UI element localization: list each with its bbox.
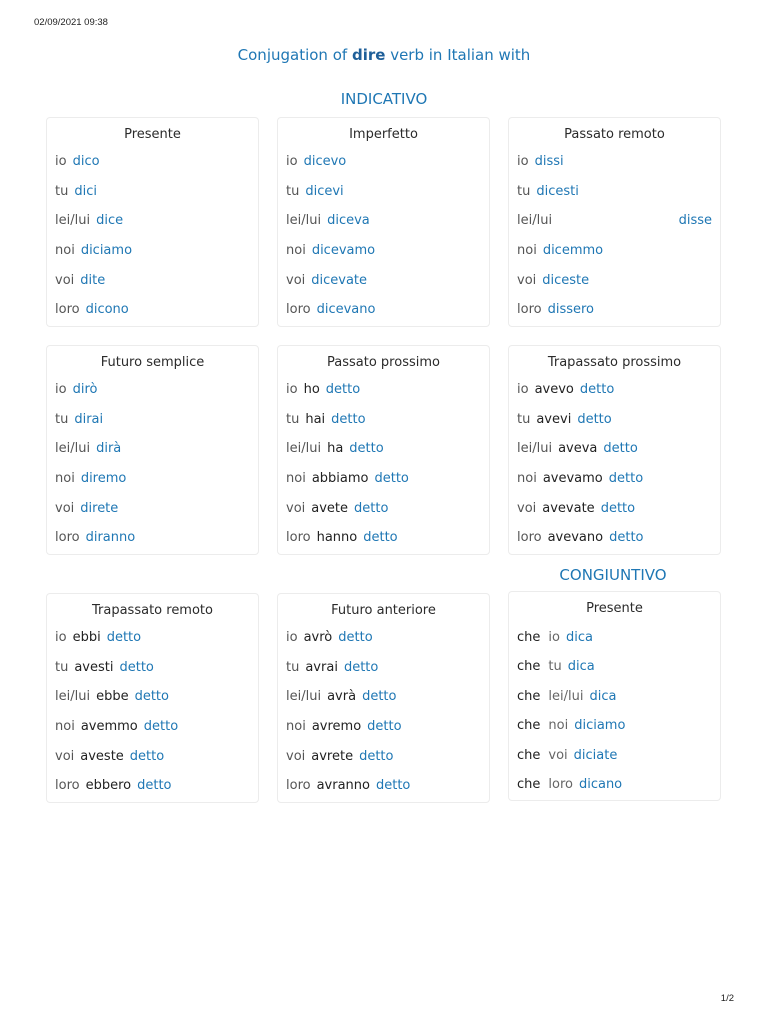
table-row — [517, 471, 712, 489]
auxiliary: avrai — [305, 660, 338, 675]
pronoun: tu — [286, 660, 300, 675]
verb-form[interactable]: dico — [72, 154, 100, 169]
table-row — [286, 441, 481, 459]
verb-form[interactable]: detto — [143, 719, 179, 734]
table-row — [286, 273, 481, 291]
pronoun: io — [286, 630, 298, 645]
pronoun: lei/lui — [286, 689, 322, 704]
table-row — [286, 213, 481, 231]
auxiliary: avranno — [316, 778, 370, 793]
auxiliary: avesti — [74, 660, 114, 675]
pronoun: voi — [548, 748, 568, 763]
table-row — [517, 530, 712, 548]
pronoun: loro — [55, 530, 80, 545]
verb-form[interactable]: dicesti — [536, 184, 579, 199]
pronoun: lei/lui — [548, 689, 584, 704]
table-row — [517, 302, 712, 320]
table-row — [286, 302, 481, 320]
pronoun: io — [286, 382, 298, 397]
pronoun: tu — [286, 184, 300, 199]
verb-form[interactable]: dice — [96, 213, 124, 228]
table-row — [55, 471, 250, 489]
verb-form[interactable]: detto — [343, 660, 379, 675]
pronoun: noi — [548, 718, 569, 733]
verb-form[interactable]: dica — [565, 630, 593, 645]
pronoun: lei/lui — [517, 441, 553, 456]
verb-form[interactable]: dissi — [534, 154, 564, 169]
verb-form[interactable]: detto — [374, 471, 409, 486]
verb-form[interactable]: dicono — [85, 302, 129, 317]
table-row — [286, 184, 481, 202]
table-row — [55, 630, 250, 648]
title-verb[interactable]: dire — [351, 46, 386, 64]
table-row — [517, 748, 712, 766]
table-title: Presente — [124, 127, 181, 142]
table-passato-prossimo — [277, 345, 490, 555]
che-particle: che — [517, 777, 541, 792]
verb-form[interactable]: dirò — [72, 382, 98, 397]
table-row — [286, 749, 481, 767]
pronoun: io — [517, 382, 529, 397]
pronoun: tu — [55, 184, 69, 199]
pronoun: loro — [286, 302, 311, 317]
pronoun: loro — [55, 778, 80, 793]
table-row — [286, 471, 481, 489]
table-row — [55, 213, 250, 231]
page-number: 1/2 — [720, 993, 734, 1004]
table-title: Futuro anteriore — [331, 603, 436, 618]
pronoun: loro — [286, 530, 311, 545]
verb-form[interactable]: detto — [375, 778, 411, 793]
auxiliary: avete — [311, 501, 349, 516]
table-trapassato-remoto — [46, 593, 259, 803]
table-title: Presente — [586, 601, 643, 616]
verb-form[interactable]: dica — [589, 689, 617, 704]
pronoun: noi — [286, 243, 306, 258]
pronoun: io — [548, 630, 560, 645]
pronoun: voi — [55, 749, 75, 764]
pronoun: io — [55, 630, 67, 645]
verb-form[interactable]: dicevi — [305, 184, 344, 199]
verb-form[interactable]: detto — [359, 749, 394, 764]
table-congiuntivo-presente — [508, 591, 721, 801]
auxiliary: ebbero — [85, 778, 132, 793]
pronoun: voi — [517, 501, 537, 516]
table-row — [55, 273, 250, 291]
pronoun: io — [55, 154, 67, 169]
table-imperfetto — [277, 117, 490, 327]
auxiliary: avevano — [547, 530, 604, 545]
table-passato-remoto — [508, 117, 721, 327]
verb-form[interactable]: dirai — [74, 412, 104, 427]
table-row — [55, 530, 250, 548]
pronoun: tu — [55, 660, 69, 675]
auxiliary: avremo — [311, 719, 362, 734]
table-futuro-anteriore — [277, 593, 490, 803]
table-row — [517, 630, 712, 648]
verb-form[interactable]: dicemmo — [542, 243, 604, 258]
table-row — [517, 243, 712, 261]
table-row — [55, 412, 250, 430]
che-particle: che — [517, 748, 541, 763]
section-heading-congiuntivo: CONGIUNTIVO — [559, 566, 667, 584]
table-row — [517, 441, 712, 459]
verb-form[interactable]: detto — [603, 441, 638, 456]
auxiliary: aveva — [558, 441, 598, 456]
pronoun: lei/lui — [286, 441, 322, 456]
verb-form[interactable]: detto — [367, 719, 402, 734]
table-title: Passato prossimo — [327, 355, 440, 370]
pronoun: lei/lui — [286, 213, 322, 228]
table-row — [286, 719, 481, 737]
table-row — [286, 412, 481, 430]
section-heading-indicativo: INDICATIVO — [340, 90, 428, 108]
table-row — [286, 243, 481, 261]
table-row — [517, 154, 712, 172]
pronoun: noi — [55, 719, 75, 734]
pronoun: lei/lui — [55, 689, 91, 704]
pronoun: loro — [286, 778, 311, 793]
auxiliary: aveste — [80, 749, 124, 764]
auxiliary: ebbe — [96, 689, 129, 704]
table-row — [286, 154, 481, 172]
auxiliary: avevamo — [542, 471, 603, 486]
verb-form[interactable]: dite — [80, 273, 106, 288]
table-row — [55, 302, 250, 320]
verb-form[interactable]: dicano — [578, 777, 623, 792]
auxiliary: avevate — [542, 501, 595, 516]
pronoun: io — [517, 154, 529, 169]
pronoun: voi — [286, 273, 306, 288]
pronoun: noi — [55, 243, 75, 258]
verb-form[interactable]: detto — [579, 382, 615, 397]
table-row — [55, 382, 250, 400]
pronoun: noi — [517, 243, 537, 258]
pronoun: tu — [517, 412, 531, 427]
verb-form[interactable]: detto — [134, 689, 169, 704]
pronoun: io — [55, 382, 67, 397]
pronoun: tu — [517, 184, 531, 199]
verb-form[interactable]: diciamo — [80, 243, 133, 258]
auxiliary: avevi — [536, 412, 572, 427]
verb-form[interactable]: diranno — [85, 530, 136, 545]
verb-form[interactable]: dicevano — [316, 302, 376, 317]
auxiliary: avrò — [303, 630, 333, 645]
verb-form[interactable]: dicevamo — [311, 243, 376, 258]
table-title: Futuro semplice — [100, 355, 205, 370]
verb-form[interactable]: dissero — [547, 302, 594, 317]
pronoun: voi — [286, 749, 306, 764]
table-row — [286, 660, 481, 678]
table-row — [517, 659, 712, 677]
table-row — [55, 778, 250, 796]
table-title: Trapassato prossimo — [547, 355, 682, 370]
table-row — [286, 778, 481, 796]
table-row — [517, 689, 712, 707]
verb-form[interactable]: detto — [609, 530, 644, 545]
pronoun: lei/lui — [55, 213, 91, 228]
auxiliary: hanno — [316, 530, 358, 545]
verb-form[interactable]: dica — [567, 659, 595, 674]
verb-form[interactable]: dici — [74, 184, 97, 199]
verb-form[interactable]: detto — [362, 689, 397, 704]
table-row — [517, 501, 712, 519]
table-trapassato-prossimo — [508, 345, 721, 555]
table-row — [55, 689, 250, 707]
table-futuro-semplice — [46, 345, 259, 555]
table-row — [55, 184, 250, 202]
pronoun: tu — [55, 412, 69, 427]
verb-form[interactable]: detto — [354, 501, 389, 516]
table-row — [286, 501, 481, 519]
table-presente — [46, 117, 259, 327]
verb-form[interactable]: dicevate — [311, 273, 368, 288]
pronoun: noi — [517, 471, 537, 486]
pronoun: voi — [55, 273, 75, 288]
pronoun: tu — [548, 659, 562, 674]
table-row — [517, 777, 712, 795]
table-row — [55, 243, 250, 261]
table-row — [517, 273, 712, 291]
pronoun: loro — [517, 530, 542, 545]
verb-form[interactable]: detto — [137, 778, 172, 793]
pronoun: noi — [286, 719, 306, 734]
table-row — [517, 184, 712, 202]
verb-form[interactable]: detto — [119, 660, 154, 675]
table-row — [517, 213, 712, 231]
title-suffix: verb in Italian with — [390, 46, 531, 64]
pronoun: voi — [286, 501, 306, 516]
pronoun: noi — [286, 471, 306, 486]
verb-form[interactable]: dicevo — [303, 154, 347, 169]
table-title: Imperfetto — [349, 127, 418, 142]
print-date: 02/09/2021 09:38 — [34, 17, 108, 28]
verb-form[interactable]: detto — [608, 471, 644, 486]
verb-form[interactable]: direte — [80, 501, 119, 516]
table-row — [55, 154, 250, 172]
table-row — [55, 660, 250, 678]
auxiliary: ho — [303, 382, 320, 397]
verb-form[interactable]: detto — [325, 382, 361, 397]
verb-form[interactable]: detto — [577, 412, 612, 427]
table-row — [286, 689, 481, 707]
table-title: Trapassato remoto — [92, 603, 213, 618]
pronoun: io — [286, 154, 298, 169]
pronoun: lei/lui — [55, 441, 91, 456]
auxiliary: avemmo — [80, 719, 138, 734]
verb-form[interactable]: detto — [600, 501, 636, 516]
verb-form[interactable]: diceva — [327, 213, 370, 228]
verb-form[interactable]: disse — [678, 213, 712, 228]
page-title — [0, 46, 768, 64]
verb-form[interactable]: detto — [129, 749, 165, 764]
auxiliary: hai — [305, 412, 326, 427]
auxiliary: avrà — [327, 689, 357, 704]
table-row — [55, 749, 250, 767]
verb-form[interactable]: detto — [349, 441, 384, 456]
che-particle: che — [517, 689, 541, 704]
verb-form[interactable]: detto — [331, 412, 366, 427]
pronoun: loro — [548, 777, 573, 792]
table-row — [55, 719, 250, 737]
table-title: Passato remoto — [564, 127, 665, 142]
auxiliary: ebbi — [72, 630, 101, 645]
verb-form[interactable]: diremo — [80, 471, 127, 486]
table-row — [55, 441, 250, 459]
table-row — [517, 382, 712, 400]
pronoun: lei/lui — [517, 213, 553, 228]
auxiliary: ha — [327, 441, 344, 456]
table-row — [286, 530, 481, 548]
che-particle: che — [517, 718, 541, 733]
table-row — [286, 630, 481, 648]
che-particle: che — [517, 659, 541, 674]
table-row — [517, 412, 712, 430]
table-row — [517, 718, 712, 736]
pronoun: loro — [517, 302, 542, 317]
verb-form[interactable]: detto — [338, 630, 373, 645]
table-row — [286, 382, 481, 400]
table-row — [55, 501, 250, 519]
che-particle: che — [517, 630, 541, 645]
verb-form[interactable]: detto — [363, 530, 398, 545]
pronoun: voi — [55, 501, 75, 516]
pronoun: tu — [286, 412, 300, 427]
pronoun: voi — [517, 273, 537, 288]
pronoun: noi — [55, 471, 75, 486]
verb-form[interactable]: dirà — [96, 441, 122, 456]
pronoun: loro — [55, 302, 80, 317]
verb-form[interactable]: diciamo — [574, 718, 626, 733]
verb-form[interactable]: detto — [106, 630, 142, 645]
verb-form[interactable]: diceste — [542, 273, 590, 288]
auxiliary: abbiamo — [311, 471, 369, 486]
auxiliary: avrete — [311, 749, 354, 764]
verb-form[interactable]: diciate — [573, 748, 618, 763]
title-prefix: Conjugation of — [237, 46, 348, 64]
auxiliary: avevo — [534, 382, 574, 397]
